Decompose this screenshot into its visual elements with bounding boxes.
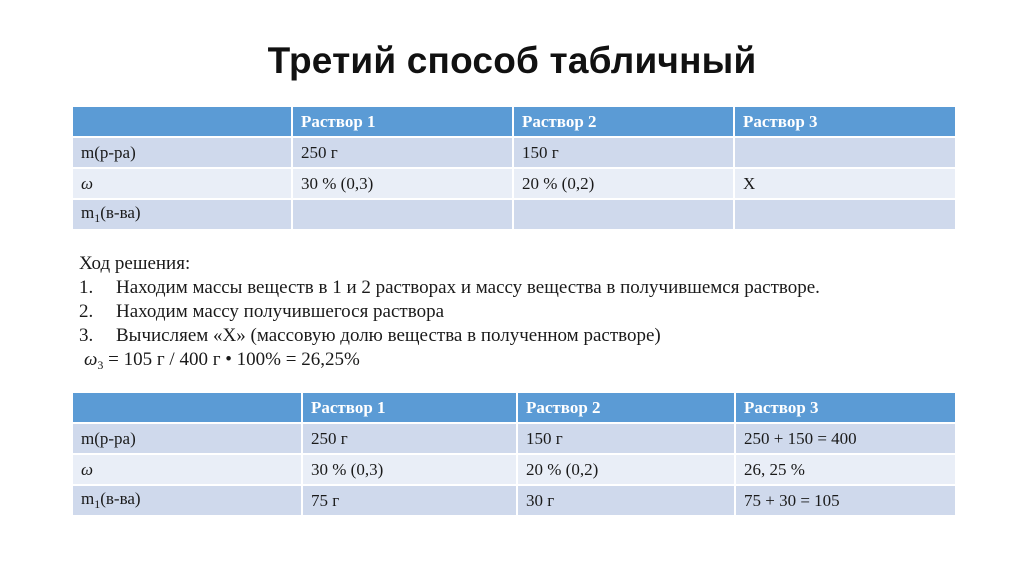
step-text: Вычисляем «Х» (массовую долю вещества в полученном растворе) [116,325,661,346]
solution-step-1 [79,276,959,300]
table-cell: 30 % (0,3) [302,454,517,485]
table-cell: 20 % (0,2) [517,454,735,485]
label-subscript: 1 [94,497,101,511]
row-label: m(р-ра) [72,423,302,454]
table-row-mass-fraction [72,454,956,485]
table-cell: 20 % (0,2) [513,168,734,199]
header-cell-solution-3: Раствор 3 [735,392,956,423]
table-cell [734,199,956,230]
formula-symbol: ω [84,349,98,370]
table-initial-data [71,105,957,231]
solution-step-2 [79,300,959,324]
table-row-substance-mass [72,485,956,516]
header-cell-solution-3: Раствор 3 [734,106,956,137]
header-cell-empty [72,392,302,423]
table-cell: 150 г [517,423,735,454]
solution-step-3 [79,324,959,348]
step-number: 3. [79,325,94,346]
row-label: ω [72,454,302,485]
header-cell-empty [72,106,292,137]
table-row-solution-mass [72,137,956,168]
header-cell-solution-2: Раствор 2 [517,392,735,423]
step-text: Находим массу получившегося раствора [116,301,445,322]
table-cell: 75 + 30 = 105 [735,485,956,516]
table-cell: 150 г [513,137,734,168]
table-header-row [72,392,956,423]
step-number: 1. [79,277,94,298]
table-cell: Х [734,168,956,199]
table-cell: 75 г [302,485,517,516]
row-label [72,199,292,230]
table-cell [292,199,513,230]
label-subscript: 1 [94,211,101,225]
label-rest: (в-ва) [100,203,141,222]
table-cell: 250 г [292,137,513,168]
table-solution-results [71,391,957,517]
header-cell-solution-2: Раствор 2 [513,106,734,137]
formula-subscript: 3 [97,358,104,372]
table-cell [734,137,956,168]
formula-expression: = 105 г / 400 г • 100% = 26,25% [103,349,360,370]
table-cell: 250 г [302,423,517,454]
table-row-substance-mass [72,199,956,230]
header-cell-solution-1: Раствор 1 [292,106,513,137]
slide-title: Третий способ табличный [267,40,757,81]
step-number: 2. [79,301,94,322]
table-cell: 250 + 150 = 400 [735,423,956,454]
table-header-row [72,106,956,137]
solution-formula [79,348,959,377]
label-rest: (в-ва) [100,489,141,508]
table-cell [513,199,734,230]
table-cell: 26, 25 % [735,454,956,485]
solution-heading: Ход решения: [79,253,191,274]
table-cell: 30 г [517,485,735,516]
label-main: m [81,489,95,508]
header-cell-solution-1: Раствор 1 [302,392,517,423]
row-label: ω [72,168,292,199]
step-text: Находим массы веществ в 1 и 2 растворах и массу вещества в получившемся растворе. [116,277,820,298]
label-main: m [81,203,95,222]
row-label: m(р-ра) [72,137,292,168]
table-row-mass-fraction [72,168,956,199]
table-cell: 30 % (0,3) [292,168,513,199]
row-label [72,485,302,516]
solution-steps [79,252,959,377]
table-row-solution-mass [72,423,956,454]
